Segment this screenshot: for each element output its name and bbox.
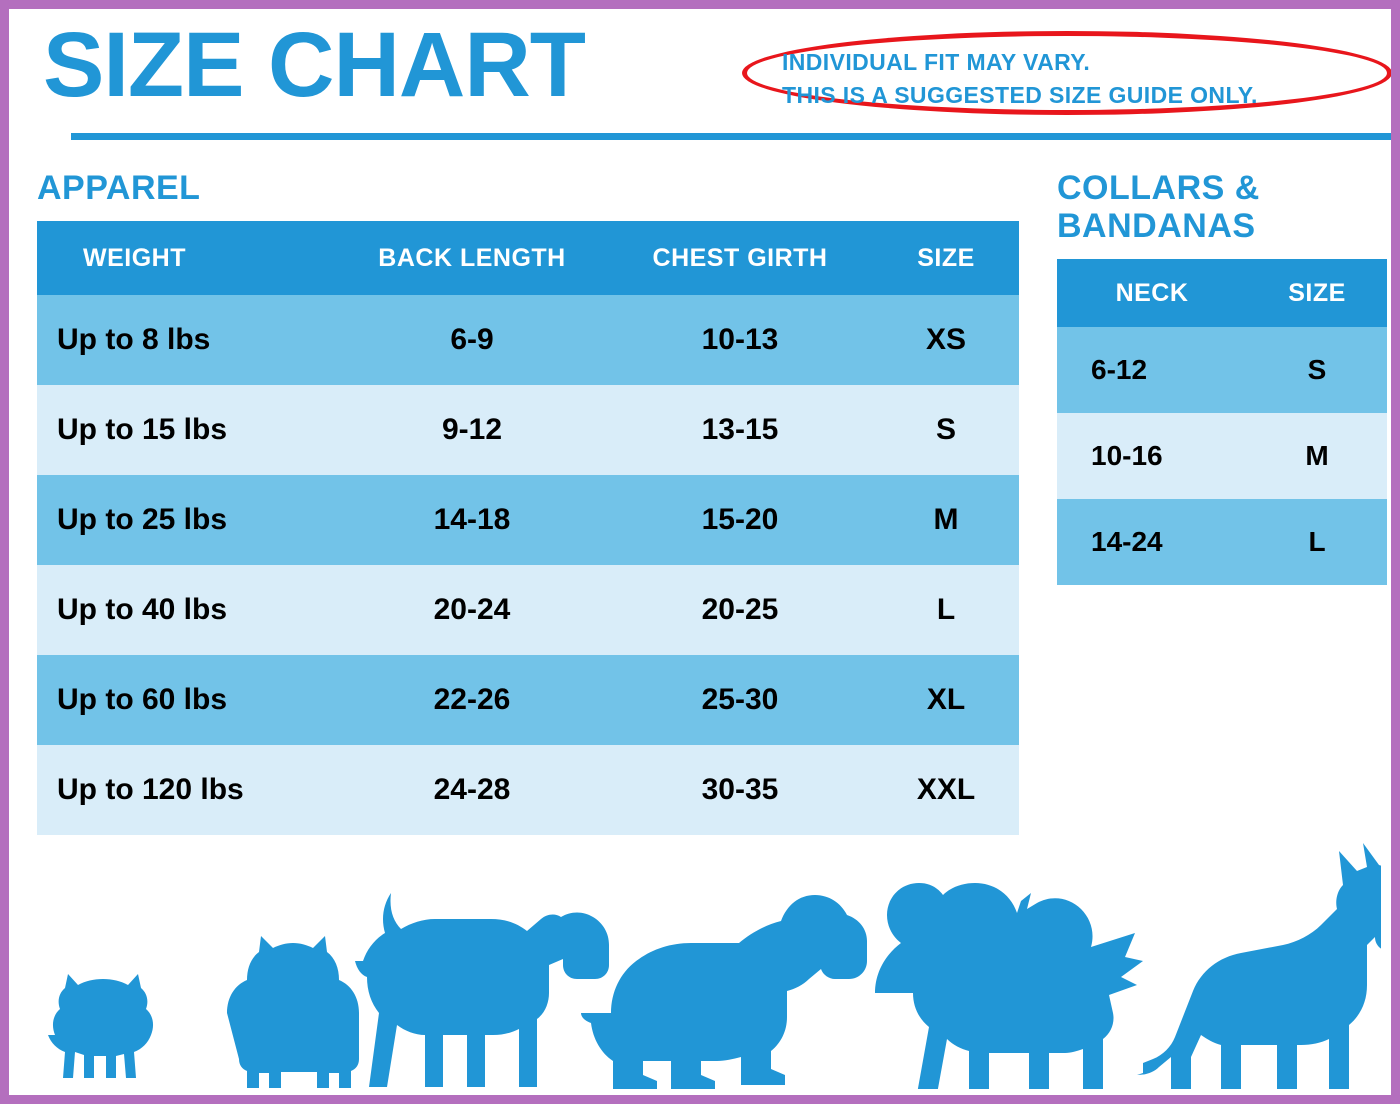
cell-size: S bbox=[873, 385, 1019, 475]
header bbox=[37, 9, 1363, 127]
cell-back-length: 9-12 bbox=[337, 385, 607, 475]
cell-back-length: 6-9 bbox=[337, 295, 607, 385]
collars-header-row bbox=[1057, 259, 1387, 327]
apparel-col-weight: WEIGHT bbox=[37, 221, 337, 295]
cell-neck: 10-16 bbox=[1057, 413, 1247, 499]
page-title: SIZE CHART bbox=[43, 14, 585, 116]
apparel-heading: APPAREL bbox=[37, 169, 201, 207]
disclaimer-line-2: THIS IS A SUGGESTED SIZE GUIDE ONLY. bbox=[782, 82, 1258, 109]
table-row bbox=[37, 475, 1019, 565]
cell-size: L bbox=[1247, 499, 1387, 585]
apparel-table-body bbox=[37, 295, 1019, 835]
page-inner bbox=[9, 9, 1391, 1095]
cell-chest-girth: 10-13 bbox=[607, 295, 873, 385]
cell-size: L bbox=[873, 565, 1019, 655]
apparel-col-chest-girth: CHEST GIRTH bbox=[607, 221, 873, 295]
collars-heading-line-1: COLLARS & bbox=[1057, 169, 1260, 207]
dog-silhouettes-row bbox=[37, 799, 1381, 1089]
table-row bbox=[37, 565, 1019, 655]
pug-silhouette bbox=[227, 936, 359, 1088]
apparel-col-back-length: BACK LENGTH bbox=[337, 221, 607, 295]
disclaimer-text bbox=[782, 46, 1362, 113]
cell-size: XL bbox=[873, 655, 1019, 745]
table-row bbox=[1057, 327, 1387, 413]
collars-heading bbox=[1057, 169, 1387, 245]
cell-size: M bbox=[1247, 413, 1387, 499]
cell-chest-girth: 15-20 bbox=[607, 475, 873, 565]
collars-col-neck: NECK bbox=[1057, 259, 1247, 327]
pomeranian-silhouette bbox=[48, 974, 153, 1078]
cell-chest-girth: 25-30 bbox=[607, 655, 873, 745]
great-dane-silhouette bbox=[1137, 843, 1381, 1089]
cell-weight: Up to 60 lbs bbox=[37, 655, 337, 745]
cell-weight: Up to 25 lbs bbox=[37, 475, 337, 565]
collars-table-head bbox=[1057, 259, 1387, 327]
collars-table-body bbox=[1057, 327, 1387, 585]
table-row bbox=[37, 385, 1019, 475]
apparel-section bbox=[37, 169, 1019, 835]
collars-heading-line-2: BANDANAS bbox=[1057, 207, 1256, 246]
disclaimer-callout bbox=[742, 31, 1392, 115]
apparel-header-row bbox=[37, 221, 1019, 295]
content-area bbox=[37, 169, 1363, 835]
table-row bbox=[37, 655, 1019, 745]
husky-silhouette bbox=[875, 883, 1143, 1089]
cell-size: XXL bbox=[873, 745, 1019, 835]
cell-back-length: 24-28 bbox=[337, 745, 607, 835]
apparel-table-head bbox=[37, 221, 1019, 295]
apparel-table bbox=[37, 221, 1019, 835]
cell-chest-girth: 20-25 bbox=[607, 565, 873, 655]
table-row bbox=[1057, 499, 1387, 585]
cocker-spaniel-silhouette bbox=[581, 895, 867, 1089]
cell-chest-girth: 30-35 bbox=[607, 745, 873, 835]
table-row bbox=[37, 295, 1019, 385]
cell-size: S bbox=[1247, 327, 1387, 413]
collars-col-size: SIZE bbox=[1247, 259, 1387, 327]
cell-back-length: 20-24 bbox=[337, 565, 607, 655]
cell-back-length: 14-18 bbox=[337, 475, 607, 565]
collars-table bbox=[1057, 259, 1387, 585]
table-row bbox=[1057, 413, 1387, 499]
cell-weight: Up to 8 lbs bbox=[37, 295, 337, 385]
cell-neck: 6-12 bbox=[1057, 327, 1247, 413]
cell-back-length: 22-26 bbox=[337, 655, 607, 745]
cell-size: M bbox=[873, 475, 1019, 565]
apparel-col-size: SIZE bbox=[873, 221, 1019, 295]
cell-weight: Up to 15 lbs bbox=[37, 385, 337, 475]
collars-section bbox=[1057, 169, 1387, 585]
cell-neck: 14-24 bbox=[1057, 499, 1247, 585]
cell-size: XS bbox=[873, 295, 1019, 385]
cell-weight: Up to 120 lbs bbox=[37, 745, 337, 835]
title-divider bbox=[71, 133, 1400, 140]
cell-weight: Up to 40 lbs bbox=[37, 565, 337, 655]
cell-chest-girth: 13-15 bbox=[607, 385, 873, 475]
disclaimer-line-1: INDIVIDUAL FIT MAY VARY. bbox=[782, 49, 1091, 75]
beagle-silhouette bbox=[355, 893, 609, 1087]
